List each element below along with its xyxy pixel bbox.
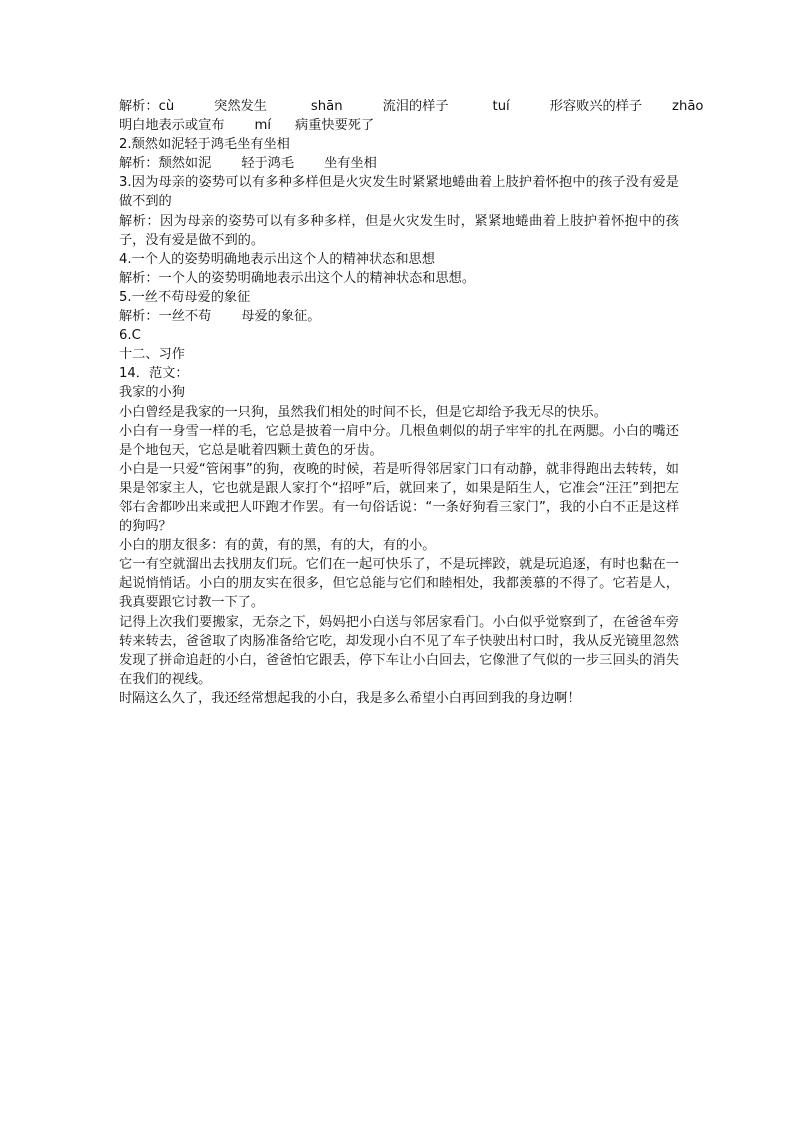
essay-paragraph-2: 小白有一身雪一样的毛，它总是披着一肩中分。几根鱼刺似的胡子牢牢的扎在两腮。小白的嘴还是个地包天，它总是呲着四颗土黄色的牙齿。 — [119, 423, 679, 458]
pinyin-shan: shān — [310, 99, 343, 114]
analysis-5 — [119, 307, 679, 326]
essay-paragraph-6: 记得上次我们要搬家，无奈之下，妈妈把小白送与邻居家看门。小白似乎觉察到了，在爸爸车旁转来转去，爸爸取了肉肠准备给它吃，却发现小白不见了车子快驶出村口时，我从反光镜里忽然发现了拼命追赶的小白，爸爸怕它跟丢，停下车让小白回去，它像泄了气似的一步三回头的消失在我们的视线。 — [119, 614, 679, 687]
essay-paragraph-5: 它一有空就溜出去找朋友们玩。它们在一起可快乐了，不是玩摔跤，就是玩追逐，有时也黏在一起说悄悄话。小白的朋友实在很多，但它总能与它们和睦相处，我都羡慕的不得了。它若是人，我真要跟它讨教一下了。 — [119, 557, 679, 611]
essay-paragraph-7: 时隔这么久了，我还经常想起我的小白，我是多么希望小白再回到我的身边啊！ — [119, 690, 581, 706]
meaning-xuanbu: 明白地表示或宣布 — [119, 118, 225, 134]
essay-paragraph-1: 小白曾经是我家的一只狗，虽然我们相处的时间不长，但是它却给予我无尽的快乐。 — [119, 404, 607, 420]
answer-2: 2.颓然如泥轻于鸿毛坐有坐相 — [119, 137, 290, 153]
meaning-baixing: 形容败兴的样子 — [549, 99, 643, 114]
essay-title: 我家的小狗 — [119, 385, 185, 401]
answer-6: 6.C — [119, 328, 141, 344]
word-3: 坐有坐相 — [324, 156, 377, 172]
sample-label: 14．范文： — [119, 366, 189, 382]
word-2: 母爱的象征。 — [241, 309, 321, 325]
meaning-tufa: 突然发生 — [214, 99, 267, 114]
answer-line-1 — [119, 97, 704, 116]
document-body — [119, 97, 704, 708]
analysis-4: 解析：一个人的姿势明确地表示出这个人的精神状态和思想。 — [119, 270, 476, 286]
pinyin-cu: cù — [158, 99, 175, 114]
analysis-prefix: 解析： — [119, 309, 159, 325]
pinyin-zhao: zhāo — [672, 99, 704, 114]
answer-3: 3.因为母亲的姿势可以有多种多样但是火灾发生时紧紧地蜷曲着上肢护着怀抱中的孩子没有爱是做不到的 — [119, 175, 679, 210]
meaning-bingzhong: 病重快要死了 — [295, 118, 375, 134]
analysis-prefix: 解析： — [119, 156, 159, 172]
meaning-liulei: 流泪的样子 — [382, 99, 449, 114]
answer-5: 5.一丝不苟母爱的象征 — [119, 289, 251, 305]
analysis-prefix: 解析： — [119, 99, 159, 114]
word-1: 一丝不苟 — [158, 309, 212, 325]
section-heading: 十二、习作 — [119, 347, 185, 363]
answer-line-2 — [119, 116, 679, 135]
pinyin-tui: tuí — [492, 99, 510, 114]
essay-paragraph-3: 小白是一只爱“管闲事”的狗，夜晚的时候，若是听得邻居家门口有动静，就非得跑出去转转，如果是邻家主人，它也就是跟人家打个“招呼”后，就回来了，如果是陌生人，它准会“汪汪”到把左邻右舍都吵出来或把人吓跑才作罢。有一句俗话说：“一条好狗看三家门”，我的小白不正是这样的狗吗？ — [119, 461, 679, 535]
essay-paragraph-4: 小白的朋友很多：有的黄，有的黑，有的大，有的小。 — [119, 538, 436, 554]
analysis-3: 解析：因为母亲的姿势可以有多种多样，但是火灾发生时，紧紧地蜷曲着上肢护着怀抱中的孩子，没有爱是做不到的。 — [119, 213, 679, 248]
word-2: 轻于鸿毛 — [241, 156, 295, 172]
pinyin-mi: mí — [254, 118, 272, 134]
answer-4: 4.一个人的姿势明确地表示出这个人的精神状态和思想 — [119, 251, 435, 267]
word-1: 颓然如泥 — [158, 156, 212, 172]
analysis-2 — [119, 154, 679, 173]
